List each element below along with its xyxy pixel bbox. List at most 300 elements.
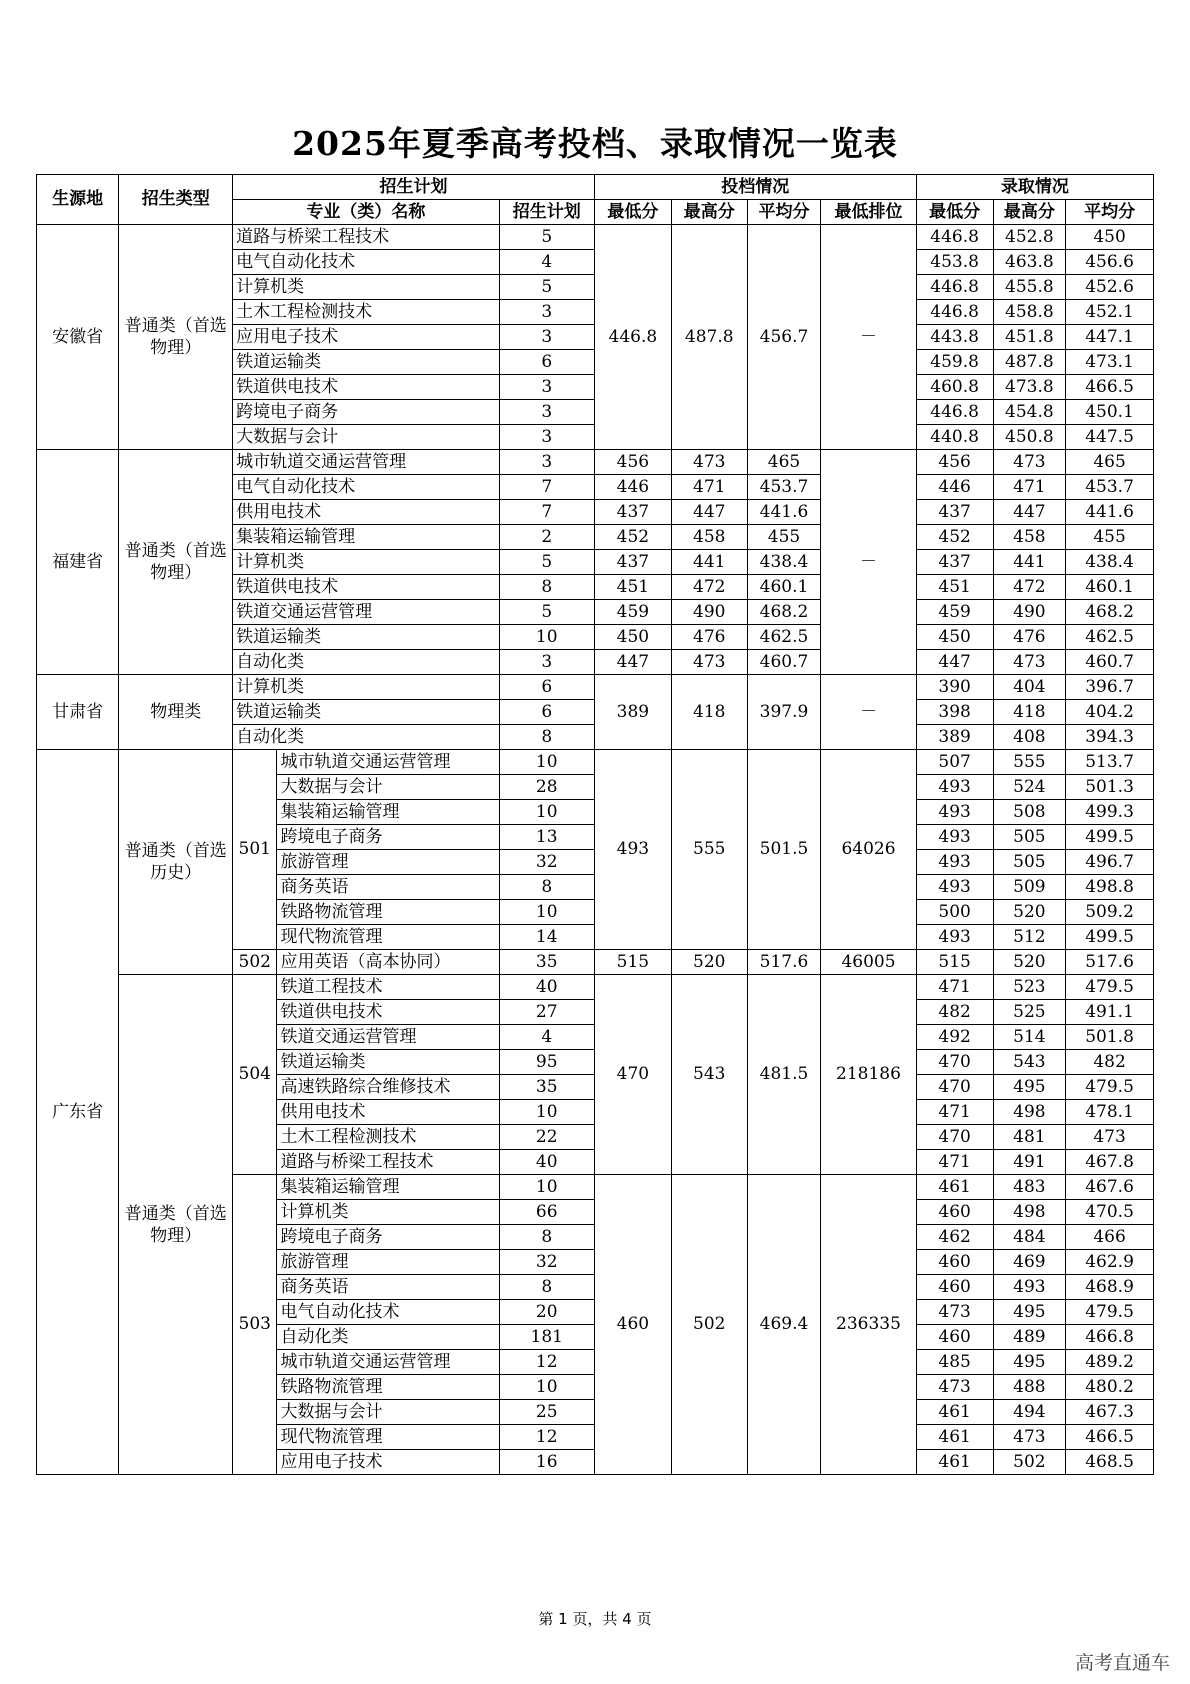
group-code-cell: 504 bbox=[233, 975, 277, 1175]
plan-cell: 3 bbox=[499, 400, 594, 425]
plan-cell: 40 bbox=[499, 1150, 594, 1175]
major-cell: 跨境电子商务 bbox=[277, 1225, 499, 1250]
major-cell: 旅游管理 bbox=[277, 1250, 499, 1275]
toudang-rank-cell: 236335 bbox=[821, 1175, 916, 1475]
major-cell: 高速铁路综合维修技术 bbox=[277, 1075, 499, 1100]
luqu-min-cell: 460 bbox=[916, 1250, 993, 1275]
plan-cell: 10 bbox=[499, 1175, 594, 1200]
luqu-avg-cell: 450 bbox=[1066, 225, 1154, 250]
luqu-avg-cell: 498.8 bbox=[1066, 875, 1154, 900]
luqu-min-cell: 440.8 bbox=[916, 425, 993, 450]
luqu-avg-cell: 396.7 bbox=[1066, 675, 1154, 700]
plan-cell: 3 bbox=[499, 325, 594, 350]
major-cell: 城市轨道交通运营管理 bbox=[277, 750, 499, 775]
type-cell: 物理类 bbox=[119, 675, 233, 750]
luqu-min-cell: 446 bbox=[916, 475, 993, 500]
luqu-max-cell: 451.8 bbox=[993, 325, 1066, 350]
luqu-avg-cell: 455 bbox=[1066, 525, 1154, 550]
toudang-rank-cell: － bbox=[821, 225, 916, 450]
luqu-avg-cell: 479.5 bbox=[1066, 1075, 1154, 1100]
plan-cell: 10 bbox=[499, 800, 594, 825]
luqu-avg-cell: 468.5 bbox=[1066, 1450, 1154, 1475]
type-cell: 普通类（首选物理） bbox=[119, 225, 233, 450]
luqu-max-cell: 447 bbox=[993, 500, 1066, 525]
major-cell: 供用电技术 bbox=[277, 1100, 499, 1125]
major-cell: 铁路物流管理 bbox=[277, 900, 499, 925]
luqu-max-cell: 455.8 bbox=[993, 275, 1066, 300]
luqu-max-cell: 495 bbox=[993, 1075, 1066, 1100]
table-row bbox=[37, 975, 1154, 1000]
luqu-max-cell: 505 bbox=[993, 825, 1066, 850]
major-cell: 电气自动化技术 bbox=[277, 1300, 499, 1325]
luqu-min-cell: 453.8 bbox=[916, 250, 993, 275]
plan-cell: 32 bbox=[499, 850, 594, 875]
major-cell: 大数据与会计 bbox=[233, 425, 500, 450]
luqu-avg-cell: 479.5 bbox=[1066, 1300, 1154, 1325]
toudang-min-cell: 459 bbox=[594, 600, 671, 625]
luqu-min-cell: 473 bbox=[916, 1300, 993, 1325]
plan-cell: 4 bbox=[499, 250, 594, 275]
header-toudang-group: 投档情况 bbox=[594, 175, 916, 200]
plan-cell: 3 bbox=[499, 300, 594, 325]
major-cell: 电气自动化技术 bbox=[233, 475, 500, 500]
luqu-avg-cell: 394.3 bbox=[1066, 725, 1154, 750]
toudang-min-cell: 515 bbox=[594, 950, 671, 975]
luqu-min-cell: 446.8 bbox=[916, 275, 993, 300]
luqu-avg-cell: 509.2 bbox=[1066, 900, 1154, 925]
toudang-max-cell: 418 bbox=[671, 675, 747, 750]
luqu-max-cell: 458.8 bbox=[993, 300, 1066, 325]
luqu-max-cell: 484 bbox=[993, 1225, 1066, 1250]
major-cell: 土木工程检测技术 bbox=[277, 1125, 499, 1150]
luqu-avg-cell: 499.3 bbox=[1066, 800, 1154, 825]
plan-cell: 6 bbox=[499, 675, 594, 700]
plan-cell: 10 bbox=[499, 1100, 594, 1125]
toudang-max-cell: 487.8 bbox=[671, 225, 747, 450]
toudang-avg-cell: 455 bbox=[747, 525, 821, 550]
luqu-avg-cell: 479.5 bbox=[1066, 975, 1154, 1000]
table-body bbox=[37, 175, 1154, 1475]
luqu-min-cell: 500 bbox=[916, 900, 993, 925]
toudang-avg-cell: 397.9 bbox=[747, 675, 821, 750]
toudang-max-cell: 490 bbox=[671, 600, 747, 625]
luqu-max-cell: 508 bbox=[993, 800, 1066, 825]
luqu-min-cell: 470 bbox=[916, 1050, 993, 1075]
toudang-avg-cell: 481.5 bbox=[747, 975, 821, 1175]
luqu-min-cell: 461 bbox=[916, 1425, 993, 1450]
luqu-min-cell: 485 bbox=[916, 1350, 993, 1375]
plan-cell: 5 bbox=[499, 275, 594, 300]
group-code-cell: 501 bbox=[233, 750, 277, 950]
major-cell: 道路与桥梁工程技术 bbox=[277, 1150, 499, 1175]
toudang-min-cell: 456 bbox=[594, 450, 671, 475]
luqu-min-cell: 471 bbox=[916, 1100, 993, 1125]
toudang-max-cell: 543 bbox=[671, 975, 747, 1175]
luqu-max-cell: 512 bbox=[993, 925, 1066, 950]
major-cell: 自动化类 bbox=[233, 650, 500, 675]
luqu-min-cell: 493 bbox=[916, 775, 993, 800]
plan-cell: 3 bbox=[499, 450, 594, 475]
luqu-avg-cell: 468.2 bbox=[1066, 600, 1154, 625]
luqu-min-cell: 493 bbox=[916, 850, 993, 875]
luqu-avg-cell: 452.1 bbox=[1066, 300, 1154, 325]
luqu-max-cell: 555 bbox=[993, 750, 1066, 775]
luqu-max-cell: 493 bbox=[993, 1275, 1066, 1300]
luqu-min-cell: 515 bbox=[916, 950, 993, 975]
toudang-avg-cell: 501.5 bbox=[747, 750, 821, 950]
luqu-avg-cell: 513.7 bbox=[1066, 750, 1154, 775]
luqu-min-cell: 459.8 bbox=[916, 350, 993, 375]
luqu-max-cell: 458 bbox=[993, 525, 1066, 550]
luqu-min-cell: 493 bbox=[916, 925, 993, 950]
header-avg: 平均分 bbox=[747, 200, 821, 225]
luqu-min-cell: 493 bbox=[916, 825, 993, 850]
plan-cell: 10 bbox=[499, 1375, 594, 1400]
plan-cell: 10 bbox=[499, 625, 594, 650]
luqu-min-cell: 470 bbox=[916, 1075, 993, 1100]
type-cell: 普通类（首选物理） bbox=[119, 450, 233, 675]
major-cell: 应用英语（高本协同） bbox=[277, 950, 499, 975]
toudang-rank-cell: － bbox=[821, 450, 916, 675]
luqu-min-cell: 398 bbox=[916, 700, 993, 725]
luqu-min-cell: 452 bbox=[916, 525, 993, 550]
toudang-max-cell: 447 bbox=[671, 500, 747, 525]
major-cell: 铁道供电技术 bbox=[233, 375, 500, 400]
luqu-min-cell: 450 bbox=[916, 625, 993, 650]
luqu-max-cell: 491 bbox=[993, 1150, 1066, 1175]
major-cell: 现代物流管理 bbox=[277, 925, 499, 950]
luqu-min-cell: 471 bbox=[916, 1150, 993, 1175]
luqu-min-cell: 443.8 bbox=[916, 325, 993, 350]
luqu-avg-cell: 462.9 bbox=[1066, 1250, 1154, 1275]
luqu-max-cell: 495 bbox=[993, 1300, 1066, 1325]
plan-cell: 12 bbox=[499, 1425, 594, 1450]
luqu-avg-cell: 467.3 bbox=[1066, 1400, 1154, 1425]
luqu-avg-cell: 496.7 bbox=[1066, 850, 1154, 875]
luqu-min-cell: 459 bbox=[916, 600, 993, 625]
major-cell: 跨境电子商务 bbox=[277, 825, 499, 850]
luqu-max-cell: 473 bbox=[993, 650, 1066, 675]
luqu-min-cell: 460 bbox=[916, 1325, 993, 1350]
toudang-avg-cell: 462.5 bbox=[747, 625, 821, 650]
toudang-min-cell: 446.8 bbox=[594, 225, 671, 450]
plan-cell: 12 bbox=[499, 1350, 594, 1375]
major-cell: 商务英语 bbox=[277, 1275, 499, 1300]
major-cell: 跨境电子商务 bbox=[233, 400, 500, 425]
plan-cell: 22 bbox=[499, 1125, 594, 1150]
major-cell: 计算机类 bbox=[233, 550, 500, 575]
luqu-avg-cell: 460.7 bbox=[1066, 650, 1154, 675]
luqu-avg-cell: 462.5 bbox=[1066, 625, 1154, 650]
luqu-max-cell: 476 bbox=[993, 625, 1066, 650]
toudang-avg-cell: 468.2 bbox=[747, 600, 821, 625]
toudang-avg-cell: 517.6 bbox=[747, 950, 821, 975]
major-cell: 计算机类 bbox=[233, 275, 500, 300]
toudang-min-cell: 460 bbox=[594, 1175, 671, 1475]
luqu-min-cell: 461 bbox=[916, 1175, 993, 1200]
toudang-min-cell: 452 bbox=[594, 525, 671, 550]
plan-cell: 3 bbox=[499, 425, 594, 450]
major-cell: 现代物流管理 bbox=[277, 1425, 499, 1450]
luqu-min-cell: 473 bbox=[916, 1375, 993, 1400]
major-cell: 集装箱运输管理 bbox=[277, 800, 499, 825]
toudang-max-cell: 473 bbox=[671, 650, 747, 675]
luqu-avg-cell: 441.6 bbox=[1066, 500, 1154, 525]
toudang-min-cell: 446 bbox=[594, 475, 671, 500]
province-cell: 广东省 bbox=[37, 750, 119, 1475]
luqu-min-cell: 482 bbox=[916, 1000, 993, 1025]
luqu-max-cell: 488 bbox=[993, 1375, 1066, 1400]
major-cell: 大数据与会计 bbox=[277, 1400, 499, 1425]
plan-cell: 10 bbox=[499, 750, 594, 775]
luqu-max-cell: 495 bbox=[993, 1350, 1066, 1375]
toudang-min-cell: 437 bbox=[594, 500, 671, 525]
plan-cell: 5 bbox=[499, 550, 594, 575]
toudang-min-cell: 447 bbox=[594, 650, 671, 675]
luqu-avg-cell: 404.2 bbox=[1066, 700, 1154, 725]
major-cell: 计算机类 bbox=[277, 1200, 499, 1225]
major-cell: 应用电子技术 bbox=[233, 325, 500, 350]
toudang-max-cell: 520 bbox=[671, 950, 747, 975]
luqu-min-cell: 446.8 bbox=[916, 400, 993, 425]
major-cell: 铁道交通运营管理 bbox=[277, 1025, 499, 1050]
plan-cell: 7 bbox=[499, 475, 594, 500]
header-luqu-group: 录取情况 bbox=[916, 175, 1153, 200]
major-cell: 计算机类 bbox=[233, 675, 500, 700]
plan-cell: 28 bbox=[499, 775, 594, 800]
luqu-avg-cell: 466.5 bbox=[1066, 375, 1154, 400]
luqu-avg-cell: 438.4 bbox=[1066, 550, 1154, 575]
luqu-avg-cell: 478.1 bbox=[1066, 1100, 1154, 1125]
plan-cell: 40 bbox=[499, 975, 594, 1000]
toudang-min-cell: 493 bbox=[594, 750, 671, 950]
toudang-avg-cell: 438.4 bbox=[747, 550, 821, 575]
plan-cell: 25 bbox=[499, 1400, 594, 1425]
luqu-max-cell: 487.8 bbox=[993, 350, 1066, 375]
luqu-min-cell: 437 bbox=[916, 550, 993, 575]
header-plan: 招生计划 bbox=[499, 200, 594, 225]
page-footer: 第 1 页，共 4 页 bbox=[538, 1610, 652, 1628]
luqu-avg-cell: 473.1 bbox=[1066, 350, 1154, 375]
plan-cell: 181 bbox=[499, 1325, 594, 1350]
plan-cell: 8 bbox=[499, 575, 594, 600]
luqu-avg-cell: 466 bbox=[1066, 1225, 1154, 1250]
header-major: 专业（类）名称 bbox=[233, 200, 500, 225]
luqu-min-cell: 462 bbox=[916, 1225, 993, 1250]
group-code-cell: 503 bbox=[233, 1175, 277, 1475]
luqu-max-cell: 498 bbox=[993, 1100, 1066, 1125]
group-code-cell: 502 bbox=[233, 950, 277, 975]
toudang-min-cell: 389 bbox=[594, 675, 671, 750]
luqu-max-cell: 450.8 bbox=[993, 425, 1066, 450]
luqu-max-cell: 473.8 bbox=[993, 375, 1066, 400]
major-cell: 铁道交通运营管理 bbox=[233, 600, 500, 625]
toudang-min-cell: 437 bbox=[594, 550, 671, 575]
luqu-max-cell: 505 bbox=[993, 850, 1066, 875]
luqu-max-cell: 520 bbox=[993, 900, 1066, 925]
province-cell: 安徽省 bbox=[37, 225, 119, 450]
plan-cell: 6 bbox=[499, 700, 594, 725]
header-plan-group: 招生计划 bbox=[233, 175, 595, 200]
luqu-max-cell: 494 bbox=[993, 1400, 1066, 1425]
luqu-avg-cell: 470.5 bbox=[1066, 1200, 1154, 1225]
plan-cell: 32 bbox=[499, 1250, 594, 1275]
luqu-avg-cell: 460.1 bbox=[1066, 575, 1154, 600]
type-cell: 普通类（首选物理） bbox=[119, 975, 233, 1475]
luqu-max-cell: 418 bbox=[993, 700, 1066, 725]
luqu-avg-cell: 453.7 bbox=[1066, 475, 1154, 500]
luqu-min-cell: 493 bbox=[916, 800, 993, 825]
luqu-max-cell: 454.8 bbox=[993, 400, 1066, 425]
plan-cell: 35 bbox=[499, 1075, 594, 1100]
luqu-max-cell: 471 bbox=[993, 475, 1066, 500]
luqu-avg-cell: 499.5 bbox=[1066, 825, 1154, 850]
luqu-avg-cell: 499.5 bbox=[1066, 925, 1154, 950]
major-cell: 土木工程检测技术 bbox=[233, 300, 500, 325]
luqu-avg-cell: 465 bbox=[1066, 450, 1154, 475]
luqu-avg-cell: 447.1 bbox=[1066, 325, 1154, 350]
plan-cell: 8 bbox=[499, 725, 594, 750]
major-cell: 集装箱运输管理 bbox=[277, 1175, 499, 1200]
luqu-min-cell: 461 bbox=[916, 1450, 993, 1475]
plan-cell: 8 bbox=[499, 875, 594, 900]
plan-cell: 5 bbox=[499, 225, 594, 250]
major-cell: 大数据与会计 bbox=[277, 775, 499, 800]
province-cell: 甘肃省 bbox=[37, 675, 119, 750]
toudang-max-cell: 458 bbox=[671, 525, 747, 550]
luqu-max-cell: 490 bbox=[993, 600, 1066, 625]
luqu-max-cell: 473 bbox=[993, 450, 1066, 475]
luqu-max-cell: 543 bbox=[993, 1050, 1066, 1075]
toudang-rank-cell: － bbox=[821, 675, 916, 750]
luqu-min-cell: 460 bbox=[916, 1275, 993, 1300]
plan-cell: 3 bbox=[499, 650, 594, 675]
luqu-min-cell: 447 bbox=[916, 650, 993, 675]
plan-cell: 3 bbox=[499, 375, 594, 400]
luqu-max-cell: 502 bbox=[993, 1450, 1066, 1475]
plan-cell: 35 bbox=[499, 950, 594, 975]
table-row bbox=[37, 450, 1154, 475]
toudang-min-cell: 450 bbox=[594, 625, 671, 650]
luqu-min-cell: 446.8 bbox=[916, 300, 993, 325]
major-cell: 道路与桥梁工程技术 bbox=[233, 225, 500, 250]
luqu-min-cell: 451 bbox=[916, 575, 993, 600]
major-cell: 电气自动化技术 bbox=[233, 250, 500, 275]
toudang-avg-cell: 465 bbox=[747, 450, 821, 475]
watermark: 高考直通车 bbox=[1074, 1652, 1170, 1674]
plan-cell: 10 bbox=[499, 900, 594, 925]
header-l-max: 最高分 bbox=[993, 200, 1066, 225]
luqu-min-cell: 470 bbox=[916, 1125, 993, 1150]
major-cell: 铁道供电技术 bbox=[277, 1000, 499, 1025]
toudang-rank-cell: 46005 bbox=[821, 950, 916, 975]
luqu-min-cell: 460 bbox=[916, 1200, 993, 1225]
luqu-avg-cell: 466.8 bbox=[1066, 1325, 1154, 1350]
province-cell: 福建省 bbox=[37, 450, 119, 675]
toudang-rank-cell: 64026 bbox=[821, 750, 916, 950]
header-min: 最低分 bbox=[594, 200, 671, 225]
luqu-min-cell: 389 bbox=[916, 725, 993, 750]
header-max: 最高分 bbox=[671, 200, 747, 225]
header-source: 生源地 bbox=[37, 175, 119, 225]
header-min-rank: 最低排位 bbox=[821, 200, 916, 225]
header-l-avg: 平均分 bbox=[1066, 200, 1154, 225]
major-cell: 自动化类 bbox=[233, 725, 500, 750]
luqu-avg-cell: 489.2 bbox=[1066, 1350, 1154, 1375]
major-cell: 供用电技术 bbox=[233, 500, 500, 525]
luqu-min-cell: 507 bbox=[916, 750, 993, 775]
plan-cell: 66 bbox=[499, 1200, 594, 1225]
toudang-avg-cell: 460.1 bbox=[747, 575, 821, 600]
toudang-min-cell: 451 bbox=[594, 575, 671, 600]
major-cell: 集装箱运输管理 bbox=[233, 525, 500, 550]
major-cell: 铁道运输类 bbox=[233, 350, 500, 375]
luqu-avg-cell: 450.1 bbox=[1066, 400, 1154, 425]
luqu-max-cell: 523 bbox=[993, 975, 1066, 1000]
luqu-avg-cell: 491.1 bbox=[1066, 1000, 1154, 1025]
major-cell: 铁路物流管理 bbox=[277, 1375, 499, 1400]
plan-cell: 8 bbox=[499, 1225, 594, 1250]
plan-cell: 8 bbox=[499, 1275, 594, 1300]
luqu-min-cell: 492 bbox=[916, 1025, 993, 1050]
plan-cell: 16 bbox=[499, 1450, 594, 1475]
plan-cell: 7 bbox=[499, 500, 594, 525]
luqu-avg-cell: 467.6 bbox=[1066, 1175, 1154, 1200]
luqu-max-cell: 514 bbox=[993, 1025, 1066, 1050]
luqu-avg-cell: 466.5 bbox=[1066, 1425, 1154, 1450]
luqu-max-cell: 473 bbox=[993, 1425, 1066, 1450]
luqu-avg-cell: 501.3 bbox=[1066, 775, 1154, 800]
major-cell: 城市轨道交通运营管理 bbox=[233, 450, 500, 475]
plan-cell: 5 bbox=[499, 600, 594, 625]
toudang-avg-cell: 460.7 bbox=[747, 650, 821, 675]
luqu-max-cell: 483 bbox=[993, 1175, 1066, 1200]
toudang-avg-cell: 453.7 bbox=[747, 475, 821, 500]
luqu-min-cell: 446.8 bbox=[916, 225, 993, 250]
toudang-max-cell: 476 bbox=[671, 625, 747, 650]
luqu-max-cell: 408 bbox=[993, 725, 1066, 750]
toudang-max-cell: 473 bbox=[671, 450, 747, 475]
luqu-max-cell: 524 bbox=[993, 775, 1066, 800]
page-title: 2025年夏季高考投档、录取情况一览表 bbox=[292, 124, 898, 163]
luqu-max-cell: 525 bbox=[993, 1000, 1066, 1025]
luqu-max-cell: 481 bbox=[993, 1125, 1066, 1150]
major-cell: 铁道供电技术 bbox=[233, 575, 500, 600]
luqu-avg-cell: 447.5 bbox=[1066, 425, 1154, 450]
luqu-max-cell: 520 bbox=[993, 950, 1066, 975]
luqu-min-cell: 456 bbox=[916, 450, 993, 475]
luqu-min-cell: 461 bbox=[916, 1400, 993, 1425]
luqu-avg-cell: 468.9 bbox=[1066, 1275, 1154, 1300]
table-row bbox=[37, 750, 1154, 775]
plan-cell: 20 bbox=[499, 1300, 594, 1325]
luqu-max-cell: 404 bbox=[993, 675, 1066, 700]
luqu-avg-cell: 501.8 bbox=[1066, 1025, 1154, 1050]
plan-cell: 13 bbox=[499, 825, 594, 850]
toudang-avg-cell: 456.7 bbox=[747, 225, 821, 450]
toudang-rank-cell: 218186 bbox=[821, 975, 916, 1175]
luqu-max-cell: 463.8 bbox=[993, 250, 1066, 275]
luqu-max-cell: 489 bbox=[993, 1325, 1066, 1350]
major-cell: 铁道运输类 bbox=[233, 700, 500, 725]
toudang-max-cell: 472 bbox=[671, 575, 747, 600]
major-cell: 商务英语 bbox=[277, 875, 499, 900]
luqu-min-cell: 390 bbox=[916, 675, 993, 700]
plan-cell: 4 bbox=[499, 1025, 594, 1050]
luqu-min-cell: 437 bbox=[916, 500, 993, 525]
major-cell: 旅游管理 bbox=[277, 850, 499, 875]
major-cell: 自动化类 bbox=[277, 1325, 499, 1350]
